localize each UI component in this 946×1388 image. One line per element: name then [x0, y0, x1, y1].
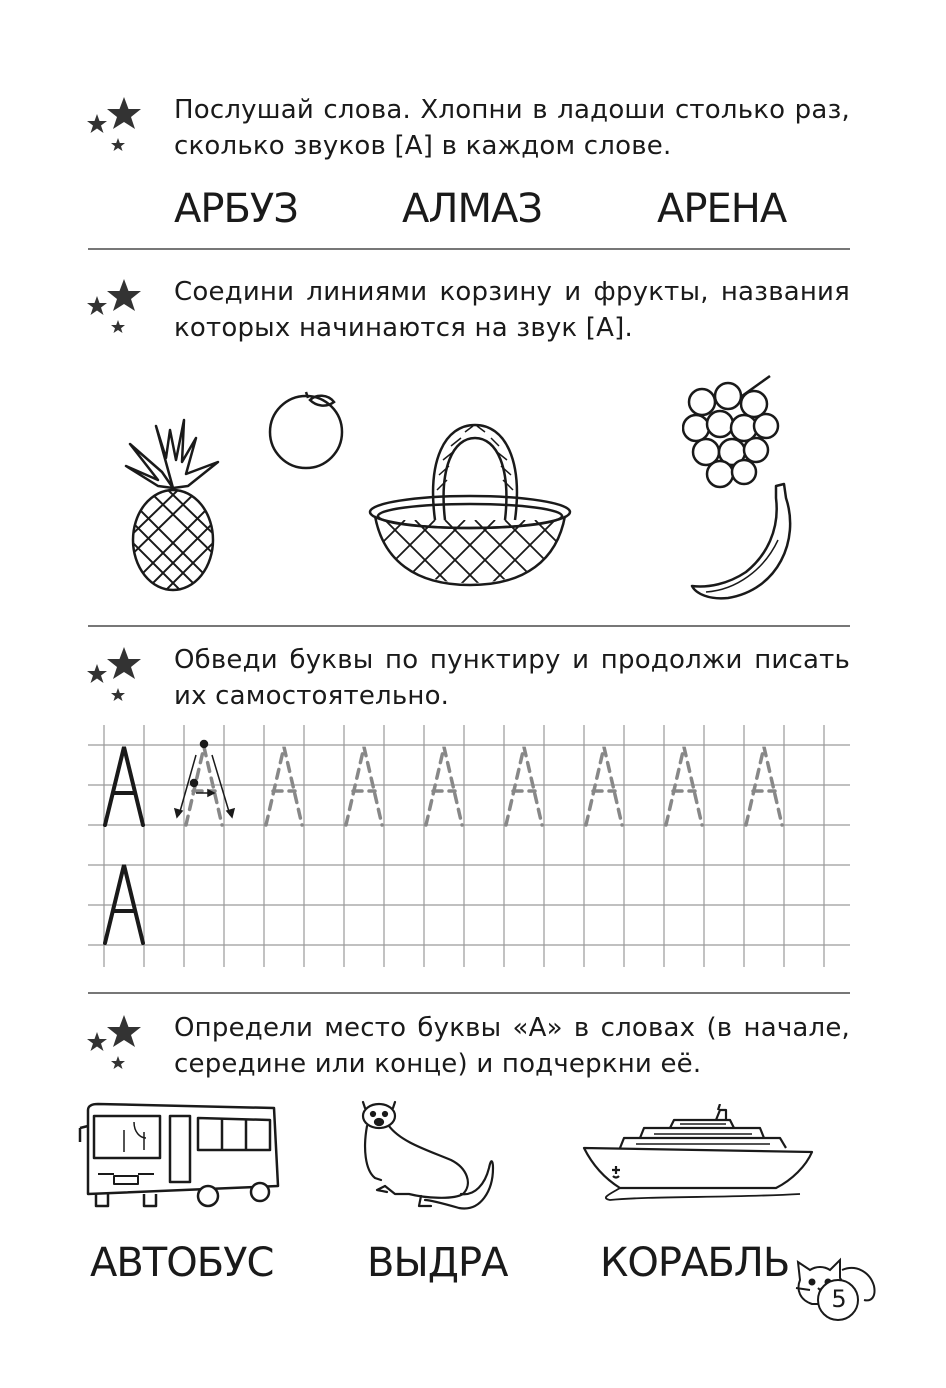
- divider: [88, 248, 850, 250]
- basket-icon: [365, 420, 575, 590]
- word-almaz: АЛМАЗ: [402, 186, 542, 232]
- pineapple-icon: [118, 418, 228, 593]
- ship-icon: [580, 1104, 820, 1206]
- model-letter-icon: [105, 865, 143, 943]
- task-line: Обведи буквы по пунктиру и продолжи писать: [174, 645, 850, 675]
- word-avtobus: АВТОБУС: [90, 1240, 274, 1286]
- stars-icon: [84, 92, 154, 162]
- task-line: Соедини линиями корзину и фрукты, названия: [174, 277, 850, 307]
- task-4-text: [174, 1010, 850, 1082]
- task-2-text: [174, 274, 850, 346]
- orange-icon: [262, 390, 350, 470]
- task-line: середине или конце) и подчеркни её.: [174, 1049, 702, 1079]
- stars-icon: [84, 1010, 154, 1080]
- word-vydra: ВЫДРА: [367, 1240, 508, 1286]
- stars-icon: [84, 642, 154, 712]
- word-arena: АРЕНА: [657, 186, 787, 232]
- task-line: их самостоятельно.: [174, 681, 450, 711]
- task-1-text: [174, 92, 850, 164]
- task-line: Послушай слова. Хлопни в ладоши столько раз,: [174, 95, 850, 125]
- bus-icon: [74, 1102, 282, 1212]
- task-3-text: [174, 642, 850, 714]
- divider: [88, 625, 850, 627]
- stars-icon: [84, 274, 154, 344]
- banana-icon: [688, 480, 808, 605]
- task-line: сколько звуков [А] в каждом слове.: [174, 131, 672, 161]
- word-arbuz: АРБУЗ: [174, 186, 298, 232]
- word-korabl: КОРАБЛЬ: [600, 1240, 790, 1286]
- model-letter-icon: [105, 747, 143, 825]
- writing-grid: [88, 725, 850, 967]
- task-line: Определи место буквы «А» в словах (в начале,: [174, 1013, 850, 1043]
- grapes-icon: [682, 374, 782, 492]
- task-line: которых начинаются на звук [А].: [174, 313, 633, 343]
- divider: [88, 992, 850, 994]
- page-number: 5: [831, 1285, 847, 1313]
- otter-icon: [355, 1098, 505, 1216]
